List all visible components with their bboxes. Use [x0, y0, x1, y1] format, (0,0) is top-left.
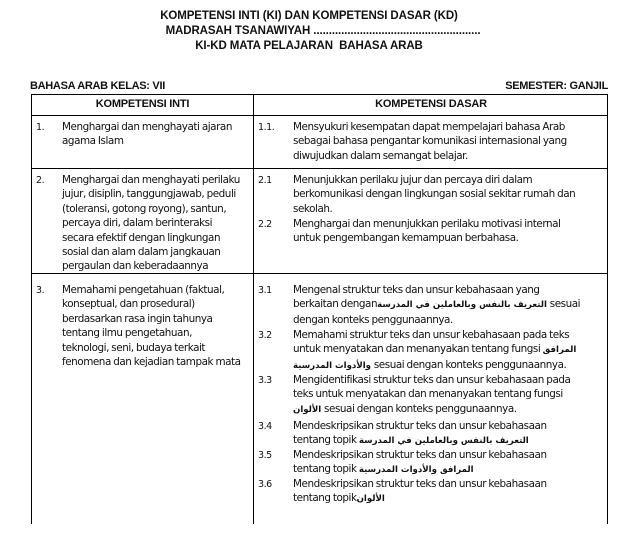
kd-line: dengan konteks penggunaannya.	[293, 313, 453, 326]
ki-line: Memahami pengetahuan (faktual,	[62, 284, 225, 296]
document-subtitle: KI-KD MATA PELAJARAN BAHASA ARAB	[195, 40, 423, 52]
ki-line: pergaulan dan keberadaannya	[62, 260, 209, 273]
kd-number: 3.5	[258, 450, 272, 461]
ki-line: sosial dan alam dalam jangkauan	[62, 246, 221, 259]
kd-line: teks untuk menyatakan dan menanyakan tentang fungsi	[293, 388, 563, 401]
kd-line: Mendeskripsikan struktur teks dan unsur kebahasaan	[293, 449, 547, 461]
kd-line	[293, 491, 611, 506]
ki-line: Menghargai dan menghayati perilaku	[62, 174, 240, 186]
kd-line: sebagai bahasa pengantar komunikasi internasional yang	[293, 135, 567, 148]
kd-text-segment: berkaitan dengan	[293, 298, 378, 311]
kd-text-segment: sesuai	[546, 298, 581, 311]
kd-line	[293, 342, 611, 357]
table-header-row	[32, 95, 607, 116]
kd-text-segment: tentang topik	[293, 434, 359, 447]
arabic-term: المرافق	[542, 345, 577, 356]
ki-kd-table	[31, 94, 608, 524]
ki-line: berdasarkan rasa ingin tahunya	[62, 312, 213, 325]
ki-number: 2.	[36, 175, 45, 186]
kd-text	[293, 217, 611, 246]
table-row	[32, 274, 607, 534]
kd-text	[293, 373, 611, 417]
kd-number: 2.2	[258, 219, 272, 230]
kd-line: Mengidentifikasi struktur teks dan unsur kebahasaan pada	[293, 374, 571, 386]
ki-text	[62, 173, 254, 274]
kd-text-segment: sesuai dengan konteks penggunaannya.	[371, 358, 567, 371]
ki-number: 1.	[36, 122, 45, 133]
arabic-term: والأدوات المدرسية	[293, 360, 372, 371]
column-header-kd: KOMPETENSI DASAR	[375, 98, 487, 110]
kd-line: Mendeskripsikan struktur teks dan unsur kebahasaan	[293, 420, 547, 432]
kd-line: Mendeskripsikan struktur teks dan unsur kebahasaan	[293, 478, 547, 490]
kd-number: 1.1.	[258, 122, 275, 133]
ki-line: tentang ilmu pengetahuan,	[62, 327, 192, 340]
kd-line: Mensyukuri kesempatan dapat mempelajari bahasa Arab	[293, 121, 565, 133]
ki-line: percaya diri, dalam berinteraksi	[62, 217, 213, 230]
kd-text	[293, 173, 611, 216]
ki-line: agama Islam	[62, 135, 124, 148]
semester-label: SEMESTER: GANJIL	[505, 80, 608, 92]
kd-number: 3.6	[258, 479, 272, 490]
kd-number: 2.1	[258, 175, 272, 186]
ki-number: 3.	[36, 285, 45, 296]
kd-number: 3.1	[258, 285, 272, 296]
kd-line	[293, 402, 611, 417]
kd-line	[293, 433, 611, 448]
kd-line	[293, 358, 611, 373]
document-title-block	[0, 9, 618, 54]
ki-line: Menghargai dan menghayati ajaran	[62, 121, 232, 133]
kd-text	[293, 448, 611, 478]
arabic-term: الألوان	[356, 494, 385, 505]
meta-row	[30, 80, 608, 93]
ki-line: secara efektif dengan lingkungan	[62, 231, 221, 244]
kd-number: 3.3	[258, 375, 272, 386]
kd-text	[293, 120, 611, 163]
ki-line: jujur, disiplin, tanggungjawab, peduli	[62, 188, 236, 201]
kd-text-segment: tentang topik	[293, 463, 359, 476]
table-row	[32, 169, 607, 274]
table-row	[32, 116, 607, 169]
kd-line: Mengenal struktur teks dan unsur kebahasaan yang	[293, 284, 540, 296]
ki-line: (toleransi, gotong royong), santun,	[62, 202, 227, 215]
kd-line	[293, 297, 611, 312]
ki-line: konseptual, dan prosedural)	[62, 298, 195, 311]
kd-text	[293, 419, 611, 449]
kd-text	[293, 328, 611, 373]
ki-text	[62, 283, 254, 369]
kd-text	[293, 477, 611, 507]
kd-line: untuk pengembangan kemampuan berbahasa.	[293, 232, 519, 245]
kd-number: 3.4	[258, 421, 272, 432]
arabic-term: التعريف بالنفس وبالعاملين في المدرسة	[377, 300, 547, 311]
kd-text-segment: untuk menyatakan dan menanyakan tentang fungsi	[293, 343, 543, 356]
arabic-term: الألوان	[293, 404, 322, 415]
kd-line: sekolah.	[293, 202, 333, 215]
ki-text	[62, 120, 254, 149]
kd-text-segment: tentang topik	[293, 492, 357, 505]
document-title: KOMPETENSI INTI (KI) DAN KOMPETENSI DASAR (KD)	[160, 10, 458, 22]
kd-line	[293, 462, 611, 477]
column-header-ki: KOMPETENSI INTI	[95, 98, 190, 110]
arabic-term: التعريف بالنفس وبالعاملين في المدرسة	[358, 436, 529, 447]
kd-line: diwujudkan dalam semangat belajar.	[293, 149, 468, 162]
kd-number: 3.2	[258, 330, 272, 341]
kd-line: Menunjukkan perilaku jujur dan percaya diri dalam	[293, 174, 533, 186]
subject-class-label: BAHASA ARAB KELAS: VII	[30, 80, 165, 92]
kd-line: Memahami struktur teks dan unsur kebahasaan pada teks	[293, 329, 570, 341]
kd-text	[293, 283, 611, 327]
kd-line: Menghargai dan menunjukkan perilaku motivasi internal	[293, 218, 561, 230]
kd-text-segment: sesuai dengan konteks penggunaannya.	[321, 402, 517, 415]
ki-line: fenomena dan kejadian tampak mata	[62, 356, 241, 369]
school-name-line: MADRASAH TSANAWIYAH ......................................................	[165, 25, 481, 37]
ki-line: teknologi, seni, budaya terkait	[62, 341, 206, 354]
kd-line: berkomunikasi dengan lingkungan sosial sekitar rumah dan	[293, 188, 576, 201]
arabic-term: المرافق والأدوات المدرسية	[358, 465, 474, 476]
